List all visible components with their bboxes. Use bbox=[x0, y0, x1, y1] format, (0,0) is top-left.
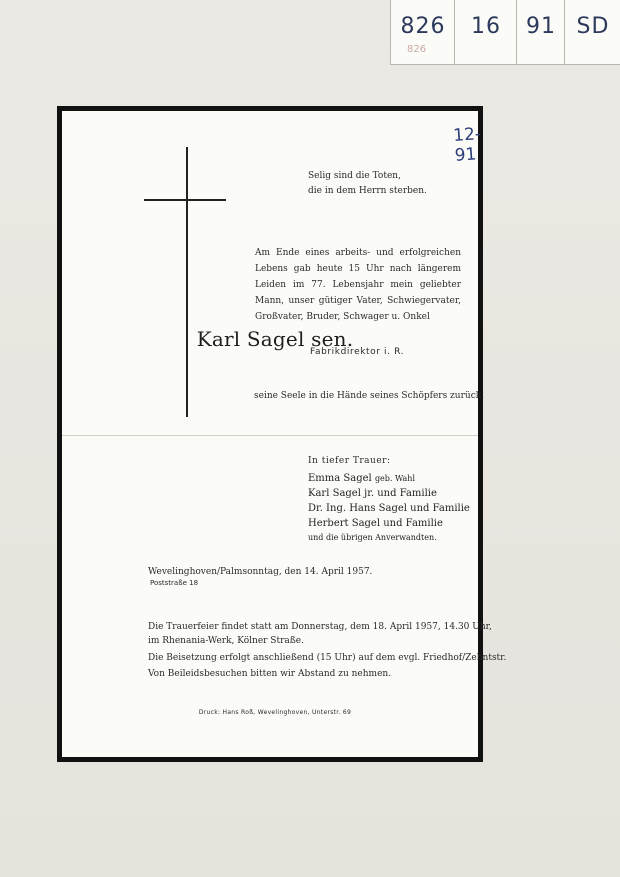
funeral-info-line: Von Beileidsbesuchen bitten wir Abstand zu nehmen. bbox=[148, 669, 392, 679]
mourner-line bbox=[308, 473, 415, 484]
deceased-name: Karl Sagel sen. bbox=[196, 327, 354, 351]
mourners-heading: In tiefer Trauer: bbox=[308, 456, 391, 466]
mourner-name: Emma Sagel bbox=[308, 473, 372, 484]
archive-faint-number: 826 bbox=[407, 44, 427, 55]
archive-tab-3 bbox=[516, 0, 566, 65]
funeral-info-line: Die Trauerfeier findet statt am Donnerstag, dem 18. April 1957, 14.30 Uhr, bbox=[148, 622, 492, 632]
obituary-intro: Am Ende eines arbeits- und erfolgreichen Lebens gab heute 15 Uhr nach längerem Leiden im 77. Lebensjahr mein geliebter Mann, unser gütiger Vater, Schwiegervater, Großvater, Bruder, Schwager u. Onkel bbox=[255, 248, 461, 322]
funeral-info-line: im Rhenania-Werk, Kölner Straße. bbox=[148, 636, 304, 646]
verse-line-2: die in dem Herrn sterben. bbox=[308, 186, 427, 196]
deceased-title: Fabrikdirektor i. R. bbox=[310, 347, 405, 357]
mourner-name: Dr. Ing. Hans Sagel und Familie bbox=[308, 503, 470, 514]
archive-tab-4 bbox=[564, 0, 620, 65]
bible-verse bbox=[308, 169, 427, 199]
mourner-name: Herbert Sagel und Familie bbox=[308, 518, 443, 529]
place-and-date: Wevelinghoven/Palmsonntag, den 14. April 1957. bbox=[148, 567, 373, 577]
pencil-note: 12-91 bbox=[452, 124, 482, 166]
archive-number-2: 16 bbox=[471, 14, 501, 39]
archive-tab-2 bbox=[454, 0, 518, 65]
mourner-note: geb. Wahl bbox=[374, 474, 416, 483]
printer-imprint: Druck: Hans Roß, Wevelinghoven, Unterstr. 69 bbox=[198, 709, 352, 716]
archive-code: SD bbox=[576, 14, 610, 39]
obituary-card bbox=[57, 106, 507, 762]
mourner-line bbox=[308, 503, 470, 514]
archive-tab-1 bbox=[390, 0, 456, 65]
cross-icon-horizontal bbox=[144, 199, 226, 201]
street-address: Poststraße 18 bbox=[150, 579, 199, 587]
mourner-line bbox=[308, 518, 443, 529]
funeral-info-line: Die Beisetzung erfolgt anschließend (15 Uhr) auf dem evgl. Friedhof/Zehntstr. bbox=[148, 653, 507, 663]
archive-number-1: 826 bbox=[400, 14, 446, 39]
obituary-closing-line: seine Seele in die Hände seines Schöpfers zurück. bbox=[254, 391, 485, 401]
verse-line-1: Selig sind die Toten, bbox=[308, 171, 401, 181]
cross-icon-vertical bbox=[186, 147, 188, 417]
mourner-line bbox=[308, 532, 437, 543]
fold-line bbox=[62, 435, 478, 436]
mourner-line bbox=[308, 488, 437, 499]
mourner-note: und die übrigen Anverwandten. bbox=[308, 533, 437, 542]
mourner-name: Karl Sagel jr. und Familie bbox=[308, 488, 437, 499]
archive-number-3: 91 bbox=[526, 14, 556, 39]
